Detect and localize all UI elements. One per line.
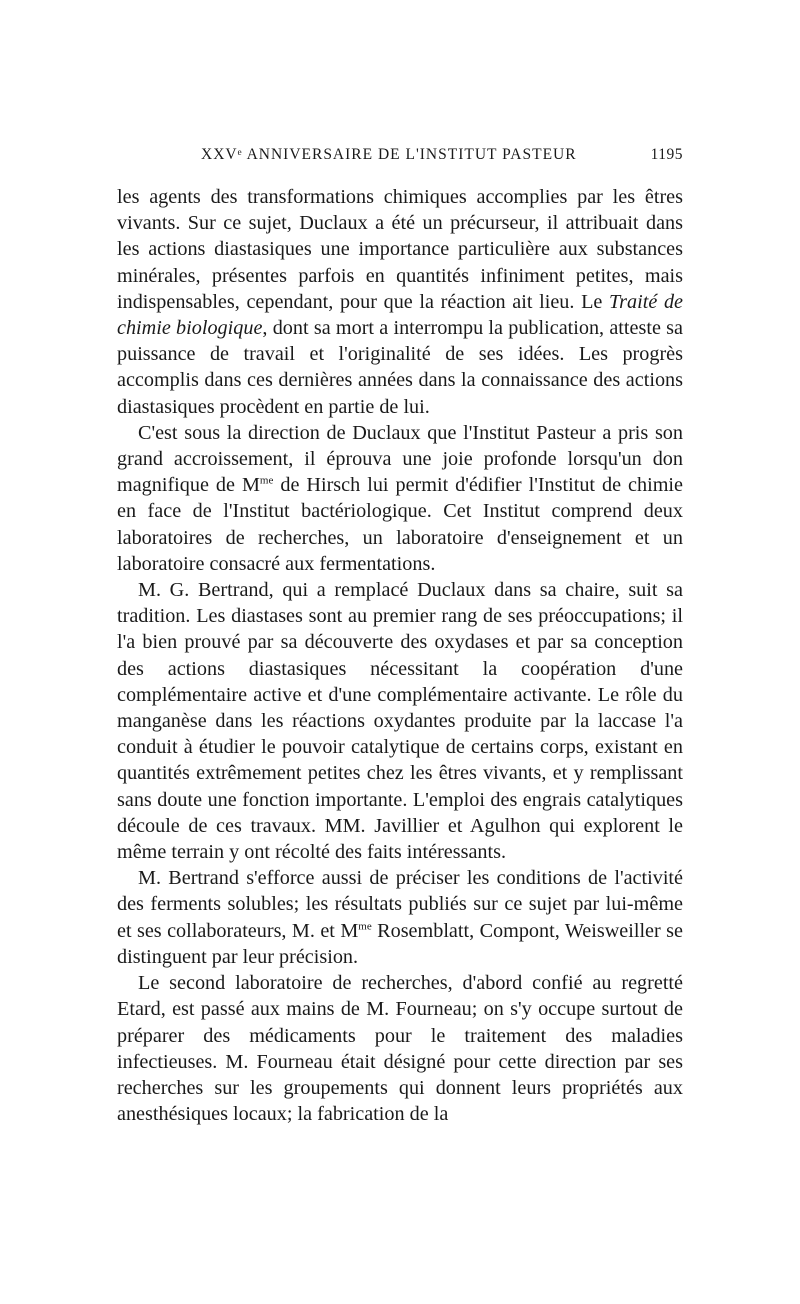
paragraph-text: , dont sa mort a interrompu la publication, atteste sa puissance de travail et l'originalité de ses idées. Les progrès accomplis dans ces dernières années dans la connaissance des actions diastasiques procèdent en partie de lui.	[117, 317, 683, 418]
paragraph	[117, 420, 683, 577]
book-title-italic: Traité de chimie biologique	[117, 290, 683, 340]
paragraph-text: Le second laboratoire de recherches, d'abord confié au regretté Etard, est passé aux mains de M. Fourneau; on s'y occupe surtout de préparer des médicaments pour le traitement des maladies infectieuses. M. Fourneau était désigné pour cette direction par ses recherches sur les groupements qui donnent leurs propriétés aux anesthésiques locaux; la fabrication de la	[117, 972, 683, 1126]
paragraph-text: C'est sous la direction de Duclaux que l'Institut Pasteur a pris son grand accroissement, il éprouva une joie profonde lorsqu'un don magnifique de M	[117, 421, 683, 497]
paragraph-text: les agents des transformations chimiques accomplies par les êtres vivants. Sur ce sujet, Duclaux a été un précurseur, il attribuait dans les actions diastasiques une importance particulière aux substances minérales, présentes parfois en quantités infiniment petites, mais indispensables, cependant, pour que la réaction ait lieu. Le	[117, 186, 683, 313]
paragraph-text: Rosemblatt, Compont, Weisweiller se distinguent par leur précision.	[117, 919, 683, 968]
paragraph	[117, 970, 683, 1127]
superscript-abbrev: me	[358, 919, 372, 932]
book-page	[117, 146, 683, 1127]
paragraph-text: M. Bertrand s'efforce aussi de préciser les conditions de l'activité des ferments solubles; les résultats publiés sur ce sujet par lui-même et ses collaborateurs, M. et M	[117, 867, 683, 942]
paragraph	[117, 865, 683, 970]
paragraph	[117, 184, 683, 420]
page-number: 1195	[650, 146, 683, 163]
body-text	[117, 184, 683, 1127]
paragraph-text: de Hirsch lui permit d'édifier l'Institut de chimie en face de l'Institut bactériologique. Cet Institut comprend deux laboratoires de recherches, un laboratoire d'enseignement et un laboratoire consacré aux fermentations.	[117, 474, 683, 575]
paragraph-text: M. G. Bertrand, qui a remplacé Duclaux dans sa chaire, suit sa tradition. Les diastases sont au premier rang de ses préoccupations; il l'a bien prouvé par sa découverte des oxydases et par sa conception des actions diastasiques nécessitant la coopération d'une complémentaire active et d'une complémentaire activante. Le rôle du manganèse dans les réactions oxydantes produite par la laccase l'a conduit à étudier le pouvoir catalytique de certains corps, existant en quantités extrêmement petites chez les êtres vivants, et y remplissant sans doute une fonction importante. L'emploi des engrais catalytiques découle de ces travaux. MM. Javillier et Agulhon qui explorent le même terrain y ont récolté des faits intéressants.	[117, 579, 683, 864]
running-header	[201, 146, 683, 172]
superscript-abbrev: me	[259, 474, 274, 487]
paragraph	[117, 577, 683, 865]
running-title: XXVᵉ ANNIVERSAIRE DE L'INSTITUT PASTEUR	[201, 146, 577, 163]
